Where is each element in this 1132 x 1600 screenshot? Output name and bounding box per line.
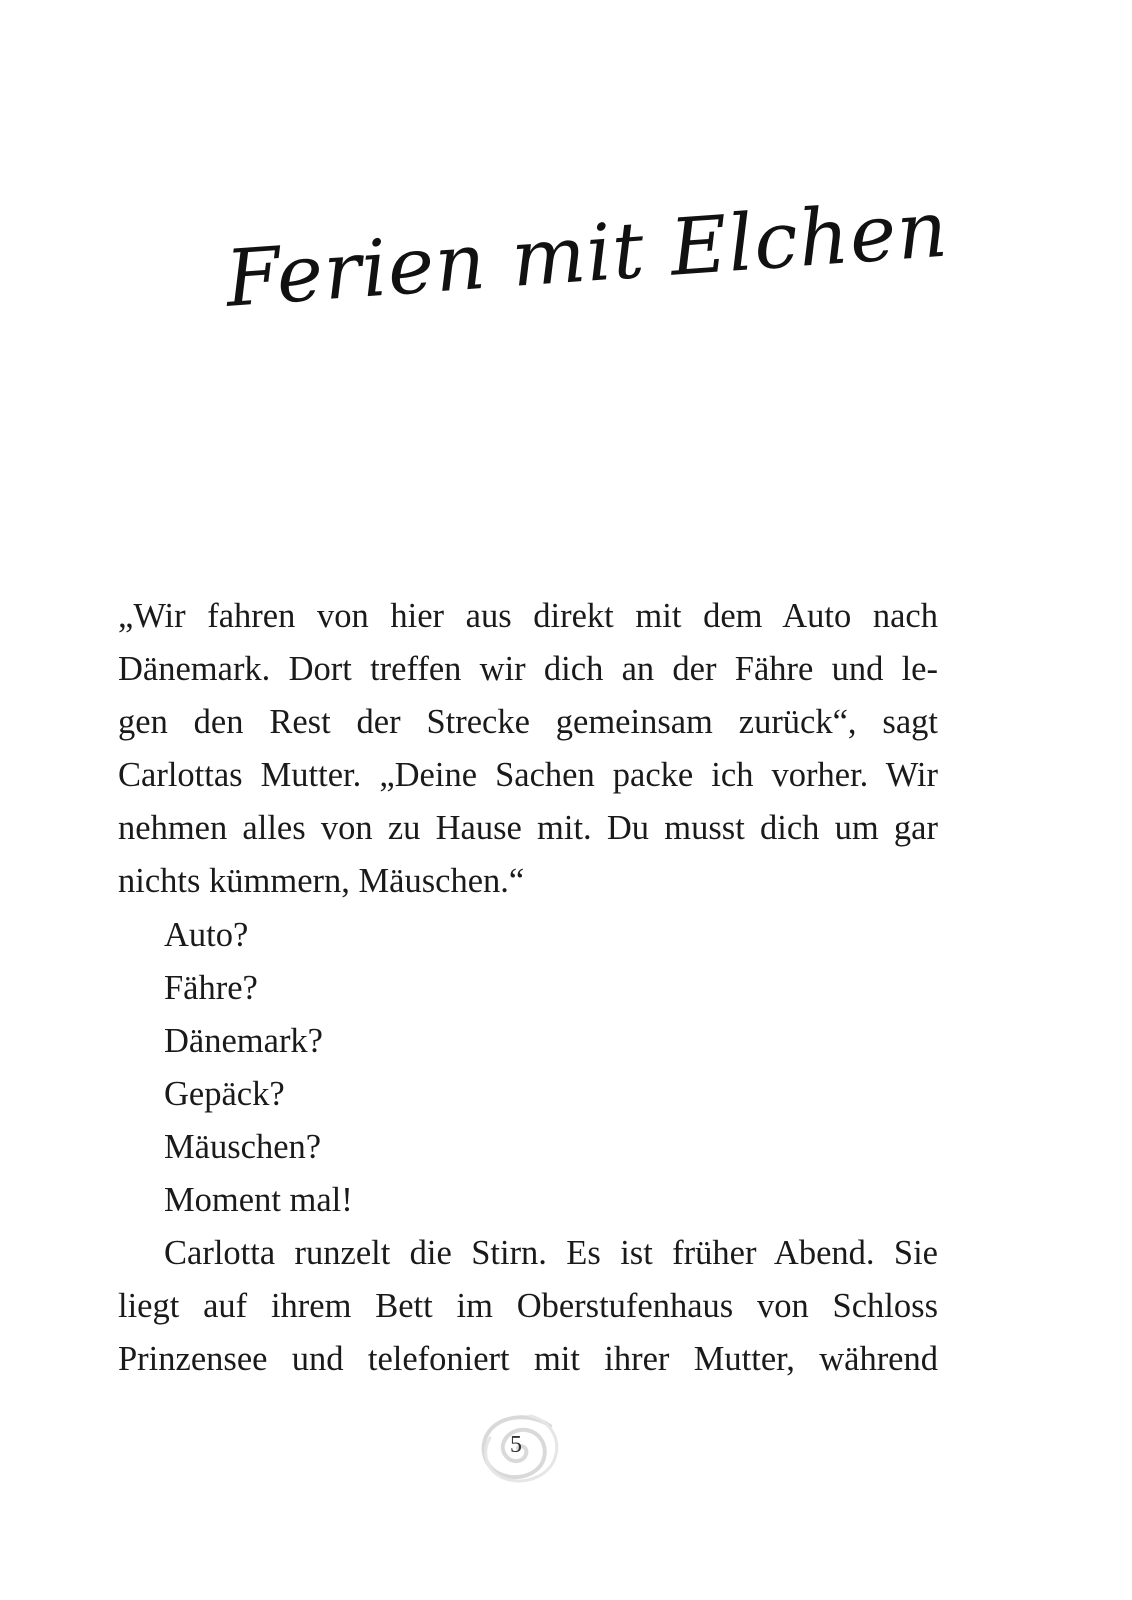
chapter-title xyxy=(215,180,952,330)
page-footer xyxy=(470,1408,566,1488)
text-line: nichts kümmern, Mäuschen.“ xyxy=(118,862,525,901)
page-number: 5 xyxy=(510,1432,522,1458)
text-line: Gepäck? xyxy=(164,1074,285,1113)
text-line: Dänemark? xyxy=(164,1021,323,1060)
text-line: Carlotta runzelt die Stirn. Es ist früher Abend. Sie xyxy=(164,1234,938,1273)
text-line: liegt auf ihrem Bett im Oberstufenhaus von Schloss xyxy=(118,1287,938,1326)
text-line: Fähre? xyxy=(164,968,258,1007)
text-line: nehmen alles von zu Hause mit. Du musst dich um gar xyxy=(118,809,938,848)
text-line: „Wir fahren von hier aus direkt mit dem Auto nach xyxy=(118,597,938,635)
text-line: Auto? xyxy=(164,915,249,954)
text-line: Dänemark. Dort treffen wir dich an der Fähre und le- xyxy=(118,650,938,689)
text-line: gen den Rest der Strecke gemeinsam zurück“, sagt xyxy=(118,703,938,742)
text-line: Carlottas Mutter. „Deine Sachen packe ich vorher. Wir xyxy=(118,756,938,795)
text-line: Prinzensee und telefoniert mit ihrer Mutter, während xyxy=(118,1340,938,1379)
text-line: Moment mal! xyxy=(164,1181,353,1220)
chapter-title-text: Ferien mit Elchen xyxy=(222,184,952,325)
text-line: Mäuschen? xyxy=(164,1127,322,1166)
body-text xyxy=(118,590,938,1386)
chapter-title-handwriting xyxy=(215,180,952,330)
